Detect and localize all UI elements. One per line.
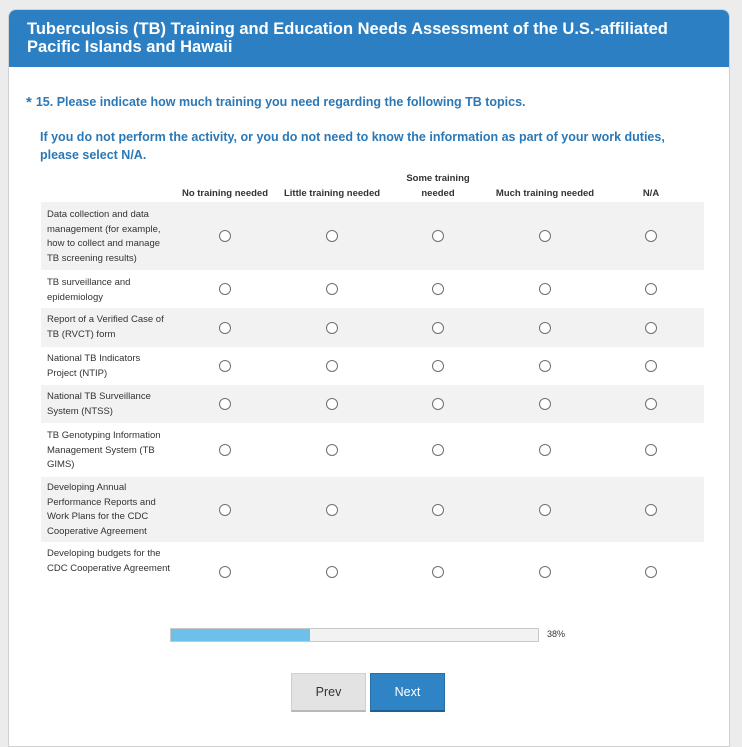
question-text: 15. Please indicate how much training you need regarding the following TB topics.	[35, 95, 526, 109]
answer-radio[interactable]	[645, 398, 657, 410]
answer-radio[interactable]	[219, 504, 231, 516]
matrix-row-label: Developing budgets for the CDC Cooperative Agreement	[47, 548, 171, 574]
next-button[interactable]: Next	[370, 673, 445, 712]
answer-radio[interactable]	[326, 360, 338, 372]
answer-radio[interactable]	[219, 398, 231, 410]
answer-radio[interactable]	[645, 230, 657, 242]
progress-bar	[170, 628, 539, 642]
answer-radio[interactable]	[432, 504, 444, 516]
answer-radio[interactable]	[432, 398, 444, 410]
answer-radio[interactable]	[645, 322, 657, 334]
answer-radio[interactable]	[539, 360, 551, 372]
column-header: Little training needed	[283, 188, 381, 199]
answer-radio[interactable]	[645, 504, 657, 516]
matrix-row	[41, 202, 704, 270]
answer-radio[interactable]	[219, 322, 231, 334]
column-header: No training needed	[181, 188, 269, 199]
answer-radio[interactable]	[219, 444, 231, 456]
progress-fill	[171, 629, 310, 641]
matrix-row-label: National TB Indicators Project (NTIP)	[47, 353, 141, 379]
matrix-row	[41, 542, 704, 602]
answer-radio[interactable]	[645, 283, 657, 295]
answer-radio[interactable]	[432, 283, 444, 295]
answer-radio[interactable]	[326, 322, 338, 334]
answer-radio[interactable]	[539, 566, 551, 578]
answer-radio[interactable]	[539, 322, 551, 334]
required-marker: *	[26, 94, 32, 111]
answer-radio[interactable]	[645, 444, 657, 456]
answer-radio[interactable]	[326, 283, 338, 295]
answer-radio[interactable]	[219, 230, 231, 242]
answer-radio[interactable]	[539, 444, 551, 456]
column-header: Some training needed	[406, 173, 470, 199]
matrix-row	[41, 385, 704, 423]
prev-button[interactable]: Prev	[291, 673, 366, 712]
matrix-row-label: Developing Annual Performance Reports and Work Plans for the CDC Cooperative Agreement	[47, 482, 156, 537]
survey-title: Tuberculosis (TB) Training and Education Needs Assessment of the U.S.-affiliated Pacific Islands and Hawaii	[9, 10, 729, 67]
answer-radio[interactable]	[326, 230, 338, 242]
answer-radio[interactable]	[432, 444, 444, 456]
answer-radio[interactable]	[539, 230, 551, 242]
matrix-row	[41, 347, 704, 385]
answer-radio[interactable]	[645, 360, 657, 372]
answer-radio[interactable]	[326, 444, 338, 456]
answer-radio[interactable]	[432, 230, 444, 242]
matrix-row	[41, 270, 704, 308]
progress-label: 38%	[547, 629, 566, 639]
answer-radio[interactable]	[539, 398, 551, 410]
matrix-row-label: TB Genotyping Information Management System (TB GIMS)	[47, 430, 161, 470]
answer-radio[interactable]	[432, 322, 444, 334]
column-header: N/A	[642, 188, 660, 199]
answer-radio[interactable]	[326, 566, 338, 578]
answer-radio[interactable]	[432, 566, 444, 578]
column-header: Much training needed	[495, 188, 595, 199]
answer-radio[interactable]	[219, 283, 231, 295]
answer-radio[interactable]	[326, 504, 338, 516]
matrix-row	[41, 308, 704, 347]
question-prompt	[26, 94, 526, 111]
matrix-row-label: National TB Surveillance System (NTSS)	[47, 391, 151, 417]
answer-radio[interactable]	[539, 283, 551, 295]
matrix-row	[41, 477, 704, 542]
answer-radio[interactable]	[326, 398, 338, 410]
matrix-row-label: Data collection and data management (for example, how to collect and manage TB screening results)	[47, 209, 161, 264]
answer-radio[interactable]	[432, 360, 444, 372]
matrix-row-label: Report of a Verified Case of TB (RVCT) form	[47, 314, 164, 340]
answer-radio[interactable]	[645, 566, 657, 578]
answer-radio[interactable]	[539, 504, 551, 516]
matrix-row-label: TB surveillance and epidemiology	[47, 277, 131, 303]
question-instructions: If you do not perform the activity, or you do not need to know the information as part of your work duties, please select N/A.	[40, 130, 665, 162]
answer-radio[interactable]	[219, 566, 231, 578]
matrix-row	[41, 423, 704, 477]
answer-radio[interactable]	[219, 360, 231, 372]
survey-card	[8, 9, 730, 747]
